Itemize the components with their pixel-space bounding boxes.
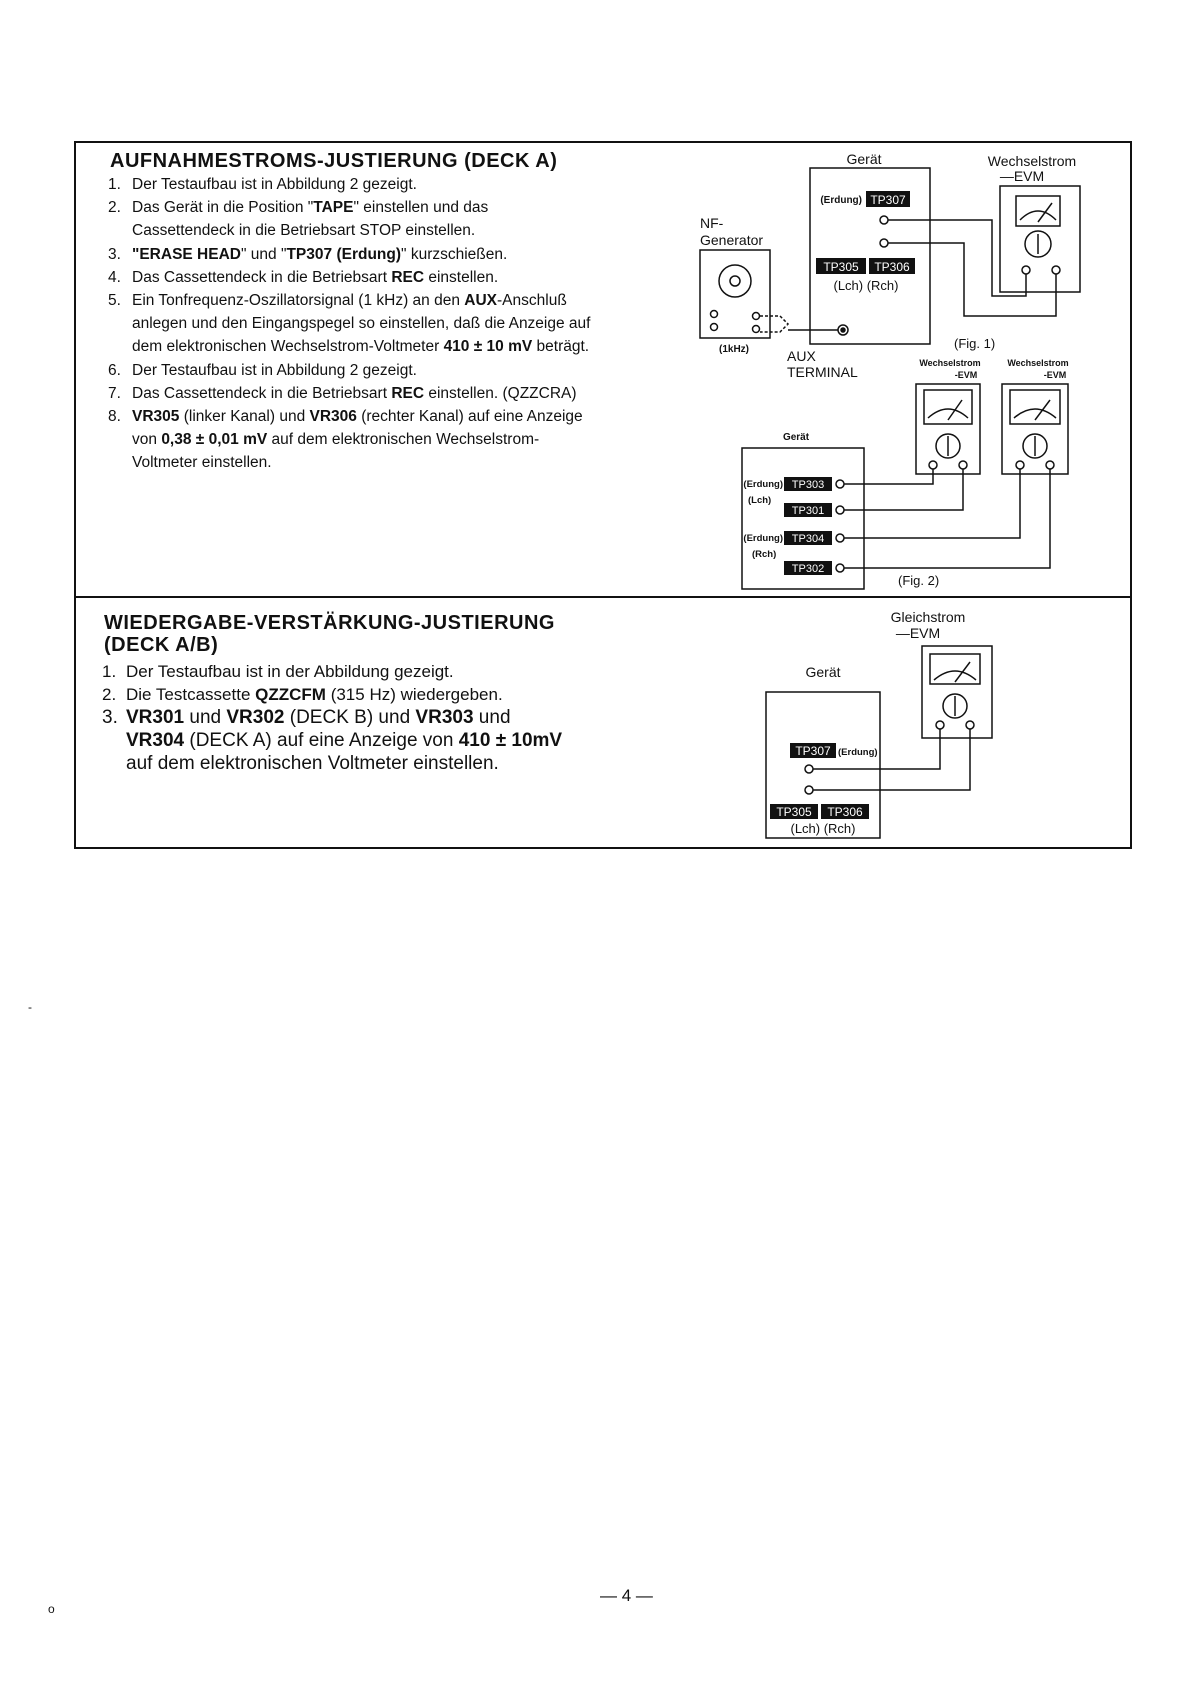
step-text-bold: TAPE <box>313 199 354 217</box>
step-text-bold: TP307 (Erdung) <box>286 245 402 263</box>
fig2-evm-meter-1 <box>916 384 980 474</box>
fig2-meter1-label-1: Wechselstrom <box>919 358 981 368</box>
fig1-tp307: TP307 <box>870 193 906 207</box>
step-number: 3. <box>102 707 118 729</box>
fig1-aux-label-1: AUX <box>787 348 816 364</box>
fig1-terminal-b <box>880 239 888 247</box>
fig2-tp302: TP302 <box>791 563 825 575</box>
step-text: und <box>473 707 511 729</box>
section2-title-line1: WIEDERGABE-VERSTÄRKUNG-JUSTIERUNG <box>104 612 555 634</box>
fig1-evm-meter <box>1000 186 1080 292</box>
step-text: " und " <box>240 245 287 263</box>
section2-title-line2: (DECK A/B) <box>104 634 219 656</box>
step-text-bold: 410 ± 10 mV <box>443 338 533 356</box>
page-number: — 4 — <box>600 1586 653 1605</box>
step-text-bold: 0,38 ± 0,01 mV <box>161 431 268 449</box>
fig2-meter2-label-2: -EVM <box>1043 370 1067 380</box>
fig2-lch-label: (Lch) <box>748 495 772 506</box>
fig2-ground2-label: (Erdung) <box>743 533 783 544</box>
fig3-device-label: Gerät <box>805 664 841 680</box>
fig2-rch-label: (Rch) <box>752 549 777 560</box>
fig3-meter-face <box>930 654 980 684</box>
step-number: 1. <box>102 662 117 681</box>
fig1-device-label: Gerät <box>846 151 882 167</box>
fig2 <box>742 358 1069 589</box>
step-text: -Anschluß anlegen und den Eingangspegel so einstellen, daß die Anzeige auf dem elektronischen Wechselstrom-Voltmeter <box>132 292 591 356</box>
step-text: Das Gerät in die Position " <box>132 199 314 217</box>
step-number: 3. <box>108 245 121 263</box>
fig3-tp307: TP307 <box>795 744 831 758</box>
section1-title: AUFNAHMESTROMS-JUSTIERUNG (DECK A) <box>110 150 558 172</box>
fig1 <box>700 151 1080 380</box>
step-text-bold: REC <box>391 268 425 286</box>
fig1-meter-label-1: Wechselstrom <box>987 153 1077 169</box>
fig1-tp305: TP305 <box>823 260 859 274</box>
step-text: " einstellen und das Cassettendeck in die Betriebsart STOP einstellen. <box>132 199 489 240</box>
fig1-lch-rch: (Lch) (Rch) <box>833 278 899 293</box>
fig1-ground-label: (Erdung) <box>820 195 862 206</box>
fig3-lch-rch: (Lch) (Rch) <box>790 821 856 836</box>
step-text: (linker Kanal) und <box>179 408 310 426</box>
fig2-tp301: TP301 <box>791 505 825 517</box>
step-text: (rechter Kanal) auf eine Anzeige von <box>132 408 583 449</box>
fig3-meter-label-2: —EVM <box>895 625 941 641</box>
fig1-aux-label-2: TERMINAL <box>787 364 858 380</box>
step-text-bold: VR302 <box>226 707 285 729</box>
step-text-bold: VR303 <box>415 707 474 729</box>
step-text: auf dem elektronischen Voltmeter einstellen. <box>126 753 499 775</box>
fig2-caption: (Fig. 2) <box>898 573 940 588</box>
step-text: Ein Tonfrequenz-Oszillatorsignal (1 kHz) an den <box>132 292 465 310</box>
step-number: 4. <box>108 268 121 286</box>
step-text: einstellen. <box>424 268 499 286</box>
fig3 <box>766 609 992 838</box>
fig1-tp306: TP306 <box>874 260 910 274</box>
fig1-meter-terminal-pos <box>1052 266 1060 274</box>
fig3-tp306: TP306 <box>827 805 863 819</box>
fig2-evm-meter-2 <box>1002 384 1068 474</box>
fig1-meter-label-2: —EVM <box>999 168 1045 184</box>
step-text: und <box>184 707 227 729</box>
step-text-bold: "ERASE HEAD <box>132 245 241 263</box>
step-text-bold: VR306 <box>309 408 357 426</box>
step-number: 6. <box>108 361 121 379</box>
fig3-tp305: TP305 <box>776 805 812 819</box>
step-text: Das Cassettendeck in die Betriebsart <box>132 384 392 402</box>
step-number: 2. <box>102 685 117 705</box>
step-text: Das Cassettendeck in die Betriebsart <box>132 268 392 286</box>
fig2-meter1-label-2: -EVM <box>954 370 978 380</box>
step-text: Der Testaufbau ist in der Abbildung gezeigt. <box>126 662 454 681</box>
fig1-meter-terminal-neg <box>1022 266 1030 274</box>
step-text: Der Testaufbau ist in Abbildung 2 gezeigt. <box>132 176 417 193</box>
fig2-device-label: Gerät <box>782 432 810 443</box>
fig1-generator-dial <box>719 265 751 297</box>
step-text: " kurzschießen. <box>401 245 508 263</box>
step-text-bold: VR305 <box>132 408 180 426</box>
step-number: 7. <box>108 384 121 402</box>
fig3-ground-label: (Erdung) <box>838 747 878 758</box>
step-number: 5. <box>108 292 121 310</box>
step-text: beträgt. <box>532 338 590 356</box>
step-number: 2. <box>108 199 121 217</box>
step-text: auf dem elektronischen Wechselstrom-Voltmeter einstellen. <box>132 431 540 472</box>
margin-mark: o <box>48 1602 55 1616</box>
fig2-tp304: TP304 <box>791 533 825 545</box>
step-text-bold: VR301 <box>126 707 185 729</box>
fig2-meter2-label-1: Wechselstrom <box>1007 358 1069 368</box>
fig1-caption: (Fig. 1) <box>954 336 996 351</box>
fig3-meter-label-1: Gleichstrom <box>890 609 966 625</box>
step-text: (DECK A) auf eine Anzeige von <box>184 730 459 752</box>
fig3-evm-meter <box>922 646 992 738</box>
step-text: (DECK B) und <box>284 707 416 729</box>
step-text: Der Testaufbau ist in Abbildung 2 gezeigt. <box>132 361 417 379</box>
step-text: Die Testcassette <box>126 685 256 705</box>
step-text-bold: VR304 <box>126 730 185 752</box>
step-number: 1. <box>108 176 121 193</box>
fig1-nf-label-1: NF- <box>700 215 724 231</box>
margin-dash: - <box>28 1000 32 1014</box>
step-text-bold: 410 ± 10mV <box>458 730 563 752</box>
fig1-khz-label: (1kHz) <box>719 344 750 355</box>
fig2-ground1-label: (Erdung) <box>743 479 783 490</box>
step-text-bold: QZZCFM <box>255 685 326 705</box>
fig1-nf-label-2: Generator <box>700 232 764 248</box>
step-text-bold: AUX <box>464 292 498 310</box>
step-text: einstellen. (QZZCRA) <box>424 384 577 402</box>
step-number: 8. <box>108 408 121 426</box>
fig2-tp303: TP303 <box>791 479 825 491</box>
step-text: (315 Hz) wiedergeben. <box>325 685 503 705</box>
fig1-terminal-a <box>880 216 888 224</box>
step-text-bold: REC <box>391 384 425 402</box>
